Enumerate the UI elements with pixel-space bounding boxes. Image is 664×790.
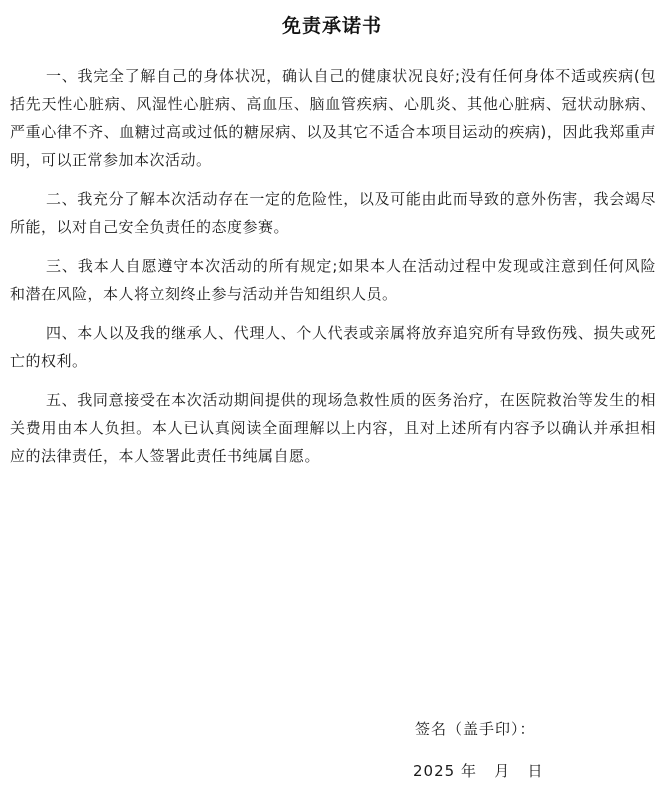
paragraph-4: 四、本人以及我的继承人、代理人、个人代表或亲属将放弃追究所有导致伤残、损失或死亡的权利。 xyxy=(10,324,656,370)
paragraph-2: 二、我充分了解本次活动存在一定的危险性，以及可能由此而导致的意外伤害，我会竭尽所能，以对自己安全负责任的态度参赛。 xyxy=(10,190,656,236)
document-body xyxy=(10,62,656,481)
date-line: 2025 年 月 日 xyxy=(413,762,544,780)
signature-label: 签名（盖手印）： xyxy=(415,720,536,738)
paragraph-5: 五、我同意接受在本次活动期间提供的现场急救性质的医务治疗，在医院救治等发生的相关费用由本人负担。本人已认真阅读全面理解以上内容，且对上述所有内容予以确认并承担相应的法律责任，本人签署此责任书纯属自愿。 xyxy=(10,391,656,465)
paragraph-1: 一、我完全了解自己的身体状况，确认自己的健康状况良好;没有任何身体不适或疾病(包括先天性心脏病、风湿性心脏病、高血压、脑血管疾病、心肌炎、其他心脏病、冠状动脉病、严重心律不齐、血糖过高或过低的糖尿病、以及其它不适合本项目运动的疾病)，因此我郑重声明，可以正常参加本次活动。 xyxy=(10,67,656,169)
document-title: 免责承诺书 xyxy=(281,15,382,37)
paragraph-3: 三、我本人自愿遵守本次活动的所有规定;如果本人在活动过程中发现或注意到任何风险和潜在风险，本人将立刻终止参与活动并告知组织人员。 xyxy=(10,257,656,303)
